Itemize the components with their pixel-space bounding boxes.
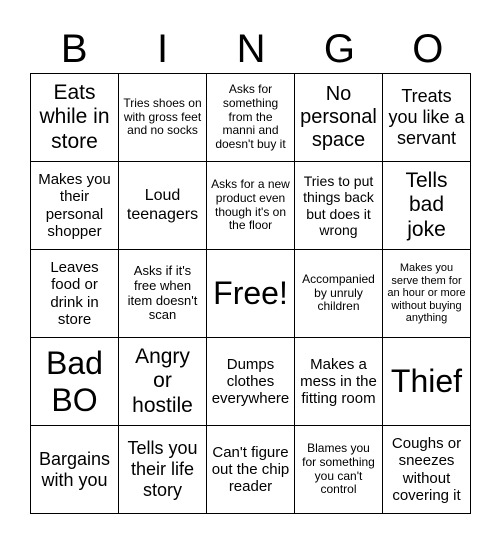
bingo-cell-text: Loud teenagers — [126, 187, 199, 223]
bingo-cell[interactable] — [207, 250, 295, 338]
bingo-cell-text: No personal space — [300, 83, 377, 151]
bingo-cell-text: Angry or hostile — [132, 345, 193, 417]
bingo-cell[interactable] — [119, 162, 207, 250]
bingo-cell-text: Tries to put things back but does it wrong — [303, 173, 374, 238]
bingo-cell[interactable] — [207, 162, 295, 250]
bingo-cell-text: Dumps clothes everywhere — [211, 355, 290, 408]
header-letter-o: O — [412, 27, 444, 71]
bingo-cell[interactable] — [119, 74, 207, 162]
bingo-cell[interactable] — [31, 250, 119, 338]
bingo-cell-text: Tries shoes on with gross feet and no socks — [123, 95, 202, 138]
bingo-cell-text: Tells you their life story — [127, 438, 198, 500]
header-letter-g: G — [323, 27, 355, 71]
bingo-cell[interactable] — [119, 250, 207, 338]
bingo-cell[interactable] — [383, 162, 471, 250]
bingo-grid — [30, 73, 471, 514]
bingo-cell[interactable] — [119, 338, 207, 426]
bingo-cell[interactable] — [383, 338, 471, 426]
bingo-cell[interactable] — [295, 74, 383, 162]
bingo-cell-text: Asks for a new product even though it's on the floor — [211, 176, 290, 233]
bingo-cell-text: Blames you for something you can't control — [302, 440, 375, 497]
bingo-cell-text: Tells bad joke — [405, 169, 448, 241]
bingo-cell[interactable] — [295, 162, 383, 250]
bingo-cell[interactable] — [383, 250, 471, 338]
bingo-cell[interactable] — [31, 338, 119, 426]
bingo-cell-text: Can't figure out the chip reader — [211, 443, 290, 496]
bingo-cell-text: Makes you serve them for an hour or more without buying anything — [387, 261, 466, 325]
bingo-cell[interactable] — [383, 74, 471, 162]
bingo-cell-text: Asks if it's free when item doesn't scan — [127, 262, 198, 323]
bingo-cell[interactable] — [31, 162, 119, 250]
bingo-cell[interactable] — [207, 426, 295, 514]
bingo-cell-text: Eats while in store — [39, 81, 110, 153]
header-letter-n: N — [236, 27, 266, 71]
bingo-cell-text: Leaves food or drink in store — [50, 259, 99, 328]
bingo-cell-text: Makes a mess in the fitting room — [300, 355, 377, 408]
bingo-cell-text: Treats you like a servant — [388, 86, 465, 148]
bingo-cell[interactable] — [31, 74, 119, 162]
bingo-cell-text: Free! — [213, 275, 288, 312]
bingo-cell[interactable] — [207, 74, 295, 162]
bingo-cell-text: Makes you their personal shopper — [38, 171, 111, 240]
bingo-cell-text: Coughs or sneezes without covering it — [391, 435, 462, 504]
bingo-cell[interactable] — [207, 338, 295, 426]
bingo-cell[interactable] — [295, 426, 383, 514]
bingo-cell[interactable] — [31, 426, 119, 514]
bingo-cell-text: Accompanied by unruly children — [302, 271, 375, 314]
bingo-cell[interactable] — [119, 426, 207, 514]
bingo-cell-text: Asks for something from the manni and doesn't buy it — [215, 82, 286, 152]
bingo-cell[interactable] — [383, 426, 471, 514]
bingo-cell-text: Thief — [390, 363, 463, 400]
bingo-cell[interactable] — [295, 338, 383, 426]
header-letter-i: I — [157, 27, 169, 71]
header-letter-b: B — [60, 27, 88, 71]
bingo-cell-text: Bargains with you — [38, 448, 111, 490]
bingo-header — [30, 26, 472, 72]
bingo-cell-text: Bad BO — [46, 344, 103, 418]
bingo-cell[interactable] — [295, 250, 383, 338]
